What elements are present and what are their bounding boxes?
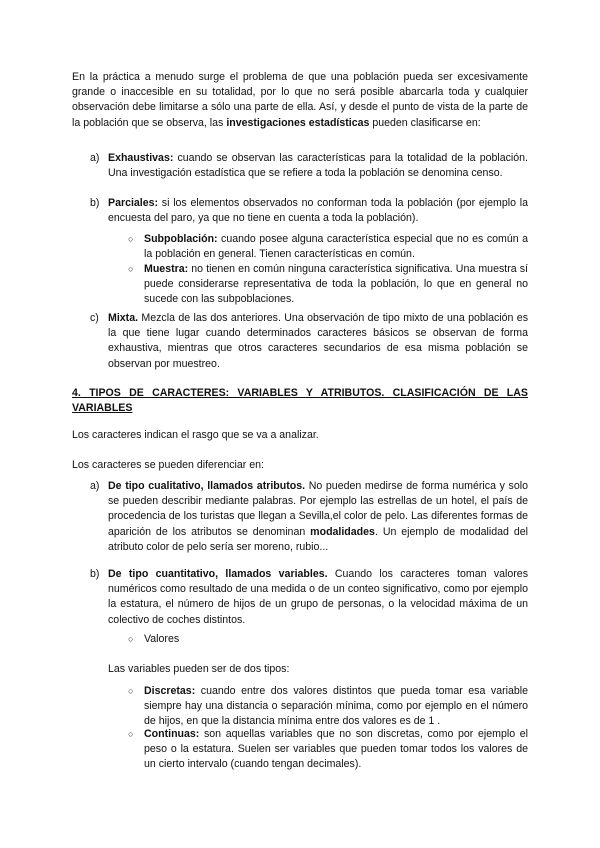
desc-cuantitativo: Cuando los caracteres toman valores numéricos como resultado de una medida o de un conteo significativo, como por ejemplo la estatura, el número de hijos de un grupo de personas, o la velocidad máxima de un colectivo de coches distintos.	[108, 568, 528, 626]
intro-paragraph	[72, 70, 528, 131]
list-item-exhaustivas	[108, 151, 528, 181]
term-discretas: Discretas:	[144, 685, 196, 697]
term-parciales: Parciales:	[108, 197, 159, 209]
list-marker-b: b)	[90, 568, 100, 580]
paragraph-rasgo: Los caracteres indican el rasgo que se va a analizar.	[72, 429, 319, 441]
bullet-circle: ○	[128, 634, 134, 644]
desc-exhaustivas: cuando se observan las características para la totalidad de la población. Una investigación estadística que se refiere a toda la población se denomina censo.	[108, 152, 528, 180]
list-item-continuas	[144, 727, 528, 773]
desc-discretas: cuando entre dos valores distintos que pueda tomar esa variable siempre hay una distancia o separación mínima, como por ejemplo en el número de hijos, en que la distancia mínima entre dos valores es de 1 .	[144, 685, 528, 728]
desc-cualitativo-end: . Un ejemplo de modalidad del atributo color de pelo sería ser moreno, rubio...	[108, 525, 528, 553]
list-item-muestra	[144, 262, 528, 308]
term-continuas: Continuas:	[144, 728, 200, 740]
list-item-subpoblacion	[144, 232, 528, 262]
term-mixta: Mixta.	[108, 312, 139, 324]
desc-muestra: no tienen en común ninguna característica significativa. Una muestra sí puede considerarse representativa de toda la población, lo que en general no sucede con las subpoblaciones.	[144, 263, 528, 306]
term-exhaustivas: Exhaustivas:	[108, 152, 174, 164]
term-cuantitativo: De tipo cuantitativo, llamados variables.	[108, 568, 328, 580]
bullet-circle: ○	[128, 686, 134, 696]
paragraph-variables-intro: Las variables pueden ser de dos tipos:	[108, 663, 290, 675]
list-item-mixta	[108, 311, 528, 372]
intro-bold-term: investigaciones estadísticas	[226, 116, 370, 129]
term-modalidades: modalidades	[310, 525, 375, 538]
list-marker-b: b)	[90, 197, 100, 209]
desc-mixta: Mezcla de las dos anteriores. Una observación de tipo mixto de una población es la que tiene lugar cuando determinados caracteres básicos se observan de forma exhaustiva, mientras que otros caracteres secundarios de esa misma población se observan por muestreo.	[108, 312, 528, 370]
list-item-valores: Valores	[144, 633, 180, 645]
list-marker-a: a)	[90, 152, 100, 164]
intro-text-end: pueden clasificarse en:	[369, 116, 481, 129]
list-marker-c: c)	[90, 312, 99, 324]
list-marker-a: a)	[90, 480, 100, 492]
term-subpoblacion: Subpoblación:	[144, 233, 218, 245]
list-item-parciales	[108, 196, 528, 226]
desc-subpoblacion: cuando posee alguna característica especial que no es común a la población en general. Tienen características en común.	[144, 233, 528, 261]
desc-parciales: si los elementos observados no conforman toda la población (por ejemplo la encuesta del paro, ya que no tiene en cuenta a toda la población).	[108, 197, 528, 225]
bullet-circle: ○	[128, 264, 134, 274]
list-item-discretas	[144, 684, 528, 730]
list-item-cualitativo	[108, 479, 528, 555]
bullet-circle: ○	[128, 234, 134, 244]
list-item-cuantitativo	[108, 567, 528, 628]
term-cualitativo: De tipo cualitativo, llamados atributos.	[108, 480, 306, 492]
intro-text: En la práctica a menudo surge el problema de que una población pueda ser excesivamente grande o inaccesible en su totalidad, por lo que no será posible abarcarla toda y cualquier observación debe limitarse a sólo una parte de ella. Así, y desde el punto de vista de la parte de la población que se observa, las	[72, 71, 528, 129]
desc-continuas: son aquellas variables que no son discretas, como por ejemplo el peso o la estatura. Suelen ser variables que pueden tomar todos los valores de un cierto intervalo (cuando tengan decimales).	[144, 728, 528, 771]
section-heading: 4. TIPOS DE CARACTERES: VARIABLES Y ATRIBUTOS. CLASIFICACIÓN DE LAS VARIABLES	[72, 387, 528, 415]
bullet-circle: ○	[128, 729, 134, 739]
term-muestra: Muestra:	[144, 263, 189, 275]
paragraph-diferenciar: Los caracteres se pueden diferenciar en:	[72, 459, 264, 471]
desc-cualitativo: No pueden medirse de forma numérica y solo se pueden describir mediante palabras. Por ejemplo las estrellas de un hotel, el país de procedencia de los turistas que llegan a Sevilla,el color de pelo. Las diferentes formas de aparición de los atributos se denominan	[108, 480, 528, 538]
